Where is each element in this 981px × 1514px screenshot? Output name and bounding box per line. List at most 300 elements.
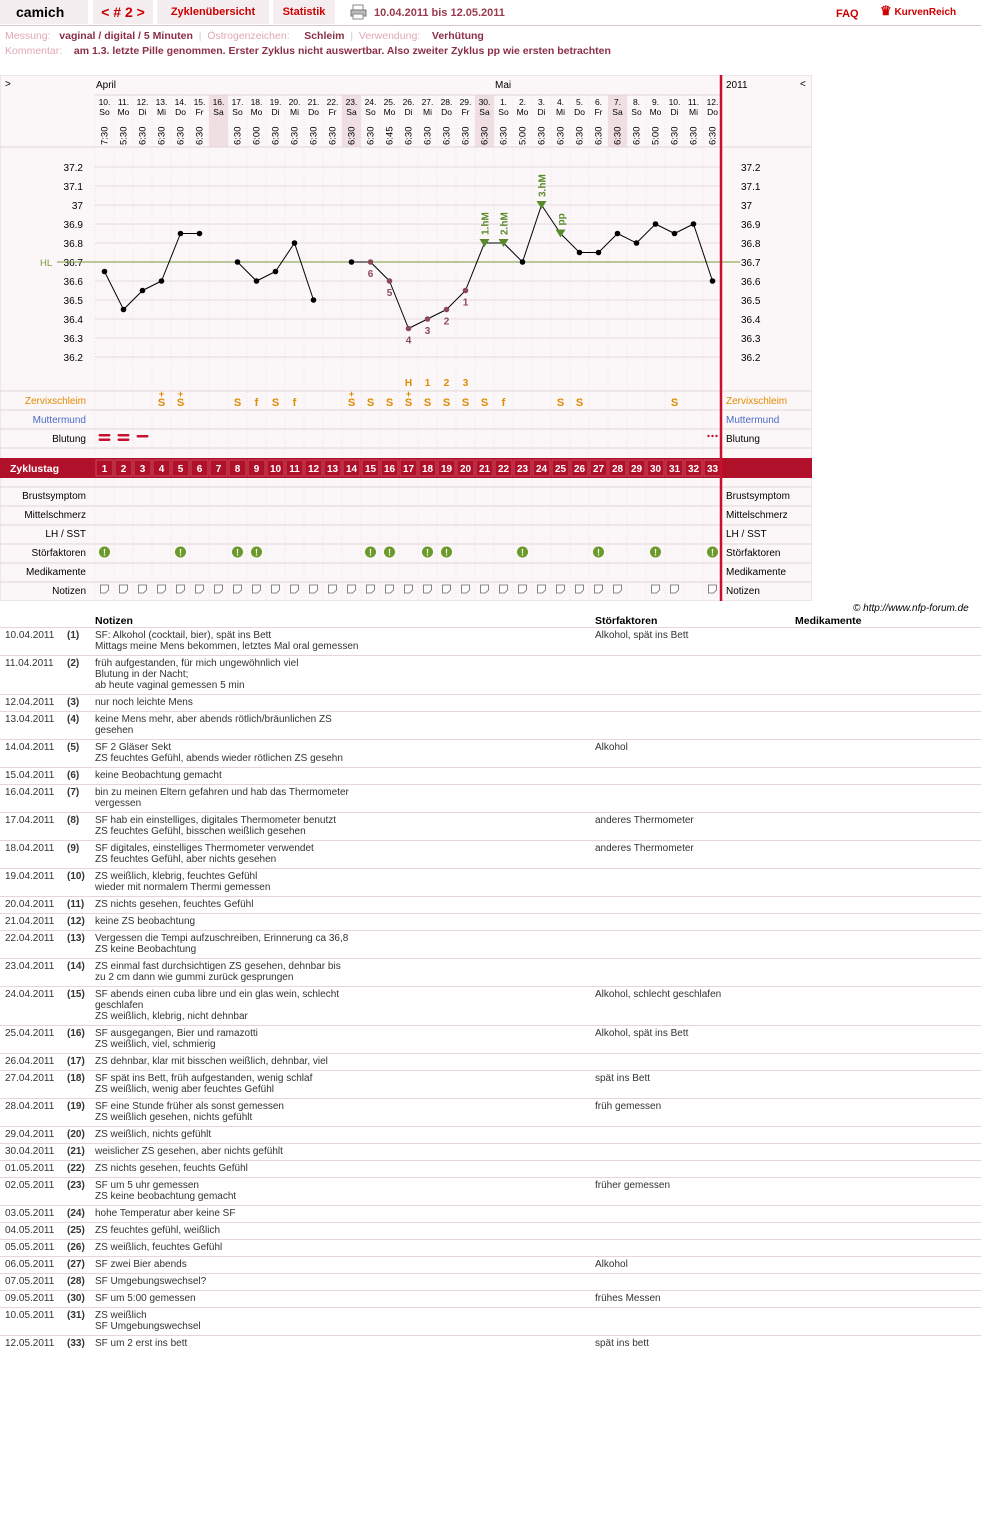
low-number-label: 3 [424, 326, 431, 337]
cervix-mark: S [347, 397, 356, 409]
note-text [95, 770, 575, 781]
note-cycle-day: (24) [67, 1208, 85, 1219]
note-date: 20.04.2011 [5, 899, 55, 910]
note-row [0, 896, 981, 914]
weekday-label: Fr [461, 107, 470, 117]
cervix-mark: S [442, 397, 451, 409]
note-row [0, 1070, 981, 1099]
time-label: 5:30 [118, 126, 130, 145]
note-date: 27.04.2011 [5, 1073, 55, 1084]
low-number-label: 2 [443, 316, 450, 328]
low-number-label: 4 [405, 335, 412, 347]
note-row [0, 1177, 981, 1206]
note-cycle-day: (14) [67, 961, 85, 972]
disturbance-icon-glyph: ! [521, 547, 524, 558]
disturbance-icon-glyph: ! [711, 547, 714, 558]
date-label: 8. [632, 97, 641, 107]
high-marker-label: 2.hM [499, 212, 511, 235]
cervix-mark: S [233, 397, 242, 409]
note-text-line: ZS einmal fast durchsichtigen ZS gesehen, dehnbar bis [95, 961, 341, 972]
lower-row-label: Notizen [52, 586, 86, 597]
bleeding-mark [118, 439, 130, 442]
y-tick-label-right: 36.5 [741, 296, 761, 307]
note-date: 26.04.2011 [5, 1056, 55, 1067]
cervix-mark: S [423, 397, 432, 409]
note-cycle-day: (31) [67, 1310, 85, 1321]
cycle-day-number: 4 [158, 464, 165, 475]
time-label: 6:30 [365, 126, 377, 145]
note-row [0, 930, 981, 959]
note-text-line: SF eine Stunde früher als sonst gemessen [95, 1101, 284, 1112]
note-row [0, 913, 981, 931]
date-label: 6. [594, 97, 603, 107]
date-label: 1. [499, 97, 508, 107]
time-label: 6:30 [574, 126, 586, 145]
time-label: 6:30 [346, 126, 358, 145]
note-stoerfaktoren: anderes Thermometer [595, 843, 694, 854]
date-label: 12. [706, 97, 719, 107]
note-row [0, 986, 981, 1026]
disturbance-icon-glyph: ! [654, 547, 657, 558]
lower-row-label-right: Medikamente [726, 567, 787, 578]
note-text-line: bin zu meinen Eltern gefahren und hab das Thermometer [95, 787, 349, 798]
note-text-line: SF ausgegangen, Bier und ramazotti [95, 1028, 258, 1039]
cycle-day-number: 13 [326, 464, 339, 475]
note-text [95, 742, 575, 764]
date-range: 10.04.2011 bis 12.05.2011 [374, 7, 505, 19]
high-marker-label: 1.hM [480, 212, 492, 235]
weekday-label: Di [670, 107, 679, 117]
bleeding-mark [99, 439, 111, 442]
note-text-line: ZS weißlich, klebrig, feuchtes Gefühl [95, 871, 258, 882]
cervix-plus-mark: + [348, 389, 355, 399]
note-date: 19.04.2011 [5, 871, 55, 882]
note-stoerfaktoren: Alkohol [595, 1259, 628, 1270]
note-cycle-day: (9) [67, 843, 80, 854]
time-label: 6:30 [441, 126, 453, 145]
note-stoerfaktoren: frühes Messen [595, 1293, 661, 1304]
note-text-line: SF Umgebungswechsel [95, 1321, 201, 1332]
date-label: 17. [231, 97, 244, 107]
note-stoerfaktoren: spät ins Bett [595, 1073, 651, 1084]
note-text-line: ZS weißlich [95, 1310, 147, 1321]
chart-right-arrow: < [800, 79, 806, 90]
cycle-day-number: 2 [120, 464, 127, 475]
date-label: 19. [269, 97, 282, 107]
time-label: 6:45 [384, 126, 396, 145]
cervix-mark: S [480, 397, 489, 409]
note-cycle-day: (21) [67, 1146, 85, 1157]
cycle-day-number: 31 [668, 464, 681, 475]
lower-row-label-right: Notizen [726, 586, 760, 597]
note-text-line: ZS weißlich, wenig aber feuchtes Gefühl [95, 1084, 274, 1095]
time-label: 6:30 [327, 126, 339, 145]
disturbance-icon-glyph: ! [597, 547, 600, 558]
note-stoerfaktoren: früh gemessen [595, 1101, 662, 1112]
time-label: 6:30 [422, 126, 434, 145]
note-date: 13.04.2011 [5, 714, 55, 725]
time-label: 6:30 [498, 126, 510, 145]
note-text-line: wieder mit normalem Thermi gemessen [95, 882, 271, 893]
note-row [0, 1239, 981, 1257]
note-row [0, 694, 981, 712]
note-row [0, 627, 981, 656]
y-tick-label: 36.5 [63, 296, 83, 307]
weekday-label: Sa [479, 107, 490, 117]
date-label: 23. [345, 97, 358, 107]
weekday-label: Mo [516, 107, 529, 117]
cycle-day-number: 27 [592, 464, 605, 475]
date-label: 28. [440, 97, 453, 107]
note-row [0, 767, 981, 785]
muttermund-row-label: Muttermund [32, 415, 86, 426]
note-text [95, 658, 575, 691]
note-text [95, 1293, 575, 1304]
y-tick-label-right: 36.6 [741, 277, 761, 288]
low-temp-point [463, 288, 469, 294]
time-label: 6:30 [688, 126, 700, 145]
cervix-mark: f [292, 397, 297, 409]
bleeding-mark [99, 434, 111, 437]
note-text-line: ZS nichts gesehen, feuchtes Gefühl [95, 899, 254, 910]
date-label: 29. [459, 97, 472, 107]
temp-point [140, 288, 146, 294]
note-text [95, 989, 575, 1022]
disturbance-icon-glyph: ! [236, 547, 239, 558]
weekday-label: So [498, 107, 509, 117]
time-label: 6:30 [707, 126, 719, 145]
y-tick-label: 36.6 [63, 277, 83, 288]
header-bar [0, 0, 981, 26]
note-row [0, 1126, 981, 1144]
note-date: 01.05.2011 [5, 1163, 55, 1174]
note-text-line: SF 2 Gläser Sekt [95, 742, 172, 753]
note-date: 10.05.2011 [5, 1310, 55, 1321]
y-tick-label: 36.3 [63, 334, 83, 345]
time-label: 7:30 [99, 126, 111, 145]
weekday-label: Mi [689, 107, 698, 117]
note-date: 03.05.2011 [5, 1208, 55, 1219]
weekday-label: Mi [423, 107, 432, 117]
note-text-line: Mittags meine Mens bekommen, letztes Mal oral gemessen [95, 641, 359, 652]
note-date: 23.04.2011 [5, 961, 55, 972]
temp-point [254, 278, 260, 284]
lower-row-label: Mittelschmerz [24, 510, 86, 521]
cervix-mark: S [575, 397, 584, 409]
temp-point [273, 269, 279, 275]
weekday-label: Mo [250, 107, 263, 117]
time-label: 6:30 [403, 126, 415, 145]
temp-point [102, 269, 108, 275]
note-date: 29.04.2011 [5, 1129, 55, 1140]
note-cycle-day: (16) [67, 1028, 85, 1039]
date-label: 9. [651, 97, 660, 107]
y-tick-label: 36.7 [63, 258, 83, 269]
disturbance-icon-glyph: ! [179, 547, 182, 558]
peak-label: 3 [462, 378, 469, 389]
weekday-label: Fr [195, 107, 204, 117]
date-label: 30. [478, 97, 491, 107]
temp-point [691, 221, 697, 227]
date-label: 25. [383, 97, 396, 107]
cervix-mark: f [501, 397, 506, 409]
note-text-line: ZS feuchtes Gefühl, aber nichts gesehen [95, 854, 277, 865]
note-stoerfaktoren: Alkohol, schlecht geschlafen [595, 989, 722, 1000]
spotting-mark [715, 435, 717, 437]
date-label: 27. [421, 97, 434, 107]
weekday-label: Mi [290, 107, 299, 117]
date-label: 3. [537, 97, 546, 107]
temp-point [349, 259, 355, 265]
cervix-mark: S [670, 397, 679, 409]
note-text [95, 871, 575, 893]
note-text-line: ZS feuchtes Gefühl, abends wieder rötlichen ZS gesehn [95, 753, 343, 764]
note-cycle-day: (7) [67, 787, 80, 798]
time-label: 6:30 [289, 126, 301, 145]
weekday-label: Do [707, 107, 718, 117]
cycle-day-number: 5 [177, 464, 184, 475]
note-text-line: SF abends einen cuba libre und ein glas wein, schlecht [95, 989, 340, 1000]
weekday-label: Fr [594, 107, 603, 117]
note-text-line: weislicher ZS gesehen, aber nichts gefühlt [95, 1146, 283, 1157]
zervix-row-label-right: Zervixschleim [726, 396, 788, 407]
note-cycle-day: (20) [67, 1129, 85, 1140]
note-text [95, 1028, 575, 1050]
cycle-day-number: 6 [196, 464, 203, 475]
high-marker-label: 3.hM [537, 174, 549, 197]
weekday-label: Di [404, 107, 413, 117]
note-text-line: SF hab ein einstelliges, digitales Thermometer benutzt [95, 815, 337, 826]
note-date: 21.04.2011 [5, 916, 55, 927]
low-number-label: 5 [386, 288, 393, 299]
cervix-mark: S [385, 397, 394, 409]
note-cycle-day: (18) [67, 1073, 85, 1084]
faq-link[interactable]: FAQ [836, 8, 859, 20]
weekday-label: Mo [117, 107, 130, 117]
note-date: 02.05.2011 [5, 1180, 55, 1191]
note-row [0, 711, 981, 740]
note-row [0, 1307, 981, 1336]
high-marker-label: pp [556, 213, 568, 226]
kurvenreich-logo[interactable] [880, 3, 956, 19]
date-label: 13. [155, 97, 168, 107]
disturbance-icon-glyph: ! [369, 547, 372, 558]
date-label: 26. [402, 97, 415, 107]
cycle-day-number: 24 [535, 464, 548, 475]
note-text [95, 1310, 575, 1332]
note-row [0, 1143, 981, 1161]
time-label: 6:30 [460, 126, 472, 145]
note-cycle-day: (25) [67, 1225, 85, 1236]
y-tick-label-right: 36.4 [741, 315, 761, 326]
note-text-line: ZS nichts gesehen, feuchts Gefühl [95, 1163, 248, 1174]
weekday-label: Di [537, 107, 546, 117]
note-row [0, 1098, 981, 1127]
spotting-mark [711, 435, 713, 437]
note-text [95, 843, 575, 865]
note-date: 14.04.2011 [5, 742, 55, 753]
low-temp-point [406, 326, 412, 332]
tab-overview[interactable]: Zyklenübersicht [157, 0, 269, 24]
cervix-plus-mark: + [177, 389, 184, 399]
note-text [95, 1208, 575, 1219]
disturbance-icon-glyph: ! [103, 547, 106, 558]
note-cycle-day: (27) [67, 1259, 85, 1270]
note-text [95, 714, 575, 736]
spotting-mark [707, 435, 709, 437]
note-text-line: ZS keine Beobachtung [95, 944, 197, 955]
cycle-day-number: 1 [101, 464, 108, 475]
tab-statistics[interactable]: Statistik [273, 0, 335, 24]
temp-point [311, 297, 317, 303]
temp-point [634, 240, 640, 246]
time-label: 6:30 [137, 126, 149, 145]
note-cycle-day: (10) [67, 871, 85, 882]
date-label: 21. [307, 97, 320, 107]
weekday-label: Di [138, 107, 147, 117]
time-label: 6:30 [612, 126, 624, 145]
cycle-day-number: 18 [421, 464, 434, 475]
cycle-day-number: 10 [269, 464, 282, 475]
note-text-line: geschlafen [95, 1000, 144, 1011]
date-label: 18. [250, 97, 263, 107]
lower-row-label-right: Mittelschmerz [726, 510, 788, 521]
temp-point [178, 231, 184, 237]
date-label: 16. [212, 97, 225, 107]
time-label: 6:30 [156, 126, 168, 145]
col-stoer-header: Störfaktoren [595, 615, 658, 627]
note-text [95, 916, 575, 927]
y-tick-label-right: 36.8 [741, 239, 761, 250]
date-label: 11. [687, 97, 700, 107]
cervix-mark: f [254, 397, 259, 409]
note-text [95, 1338, 575, 1349]
cycle-day-number: 14 [345, 464, 358, 475]
note-row [0, 1160, 981, 1178]
weekday-label: Di [271, 107, 280, 117]
low-temp-point [425, 316, 431, 322]
temp-point [710, 278, 716, 284]
cervix-mark: S [461, 397, 470, 409]
lower-row-label: LH / SST [45, 529, 86, 540]
note-date: 25.04.2011 [5, 1028, 55, 1039]
note-stoerfaktoren: früher gemessen [595, 1180, 671, 1191]
bleeding-mark [137, 435, 149, 438]
temp-point [520, 259, 526, 265]
note-text [95, 1276, 575, 1287]
note-text-line: früh aufgestanden, für mich ungewöhnlich viel [95, 658, 299, 669]
note-text-line: SF um 5 uhr gemessen [95, 1180, 199, 1191]
note-row [0, 1335, 981, 1353]
note-text-line: SF um 5:00 gemessen [95, 1293, 196, 1304]
note-date: 09.05.2011 [5, 1293, 55, 1304]
time-label: 6:30 [175, 126, 187, 145]
cycle-day-number: 7 [215, 464, 222, 475]
logo-text: KurvenReich [894, 7, 957, 18]
note-text-line: nur noch leichte Mens [95, 697, 193, 708]
note-text-line: Vergessen die Tempi aufzuschreiben, Erinnerung ca 36,8 [95, 933, 349, 944]
date-label: 24. [364, 97, 377, 107]
date-label: 10. [668, 97, 681, 107]
peak-label: 2 [443, 378, 450, 389]
cervix-mark: S [176, 397, 185, 409]
time-label: 6:30 [232, 126, 244, 145]
note-text [95, 630, 575, 652]
y-tick-label-right: 36.7 [741, 258, 761, 269]
cycle-nav[interactable]: < # 2 > [93, 0, 153, 24]
muttermund-row-label-right: Muttermund [726, 415, 780, 426]
note-row [0, 739, 981, 768]
user-name: camich [0, 0, 88, 24]
note-cycle-day: (3) [67, 697, 80, 708]
weekday-label: Sa [612, 107, 623, 117]
cycle-day-number: 11 [289, 464, 300, 475]
disturbance-icon-glyph: ! [445, 547, 448, 558]
meta-line-2: Kommentar: am 1.3. letzte Pille genommen. Erster Zyklus nicht auswertbar. Also zweiter Zyklus pp wie ersten betrachten [5, 45, 611, 57]
note-text-line: gesehen [95, 725, 134, 736]
time-label: 5:00 [650, 126, 662, 145]
temp-point [159, 278, 165, 284]
note-text-line: ZS weißlich gesehen, nichts gefühlt [95, 1112, 253, 1123]
lower-row-label-right: LH / SST [726, 529, 767, 540]
note-text-line: ZS weißlich, feuchtes Gefühl [95, 1242, 223, 1253]
note-cycle-day: (26) [67, 1242, 85, 1253]
note-date: 11.04.2011 [5, 658, 54, 669]
date-label: 12. [136, 97, 149, 107]
lower-row-label: Störfaktoren [31, 548, 86, 559]
time-label: 6:30 [593, 126, 605, 145]
time-label: 6:30 [631, 126, 643, 145]
y-tick-label-right: 36.9 [741, 220, 761, 231]
cycle-day-number: 9 [253, 464, 260, 475]
note-cycle-day: (5) [67, 742, 80, 753]
date-label: 10. [98, 97, 111, 107]
note-text-line: ZS feuchtes Gefühl, bisschen weißlich gesehen [95, 826, 306, 837]
note-text [95, 1146, 575, 1157]
note-text-line: Blutung in der Nacht; [95, 669, 189, 680]
note-text-line: ZS keine beobachtung gemacht [95, 1191, 237, 1202]
note-text [95, 1163, 575, 1174]
low-temp-point [444, 307, 450, 313]
month-label: April [96, 80, 117, 91]
note-text-line: SF spät ins Bett, früh aufgestanden, wenig schlaf [95, 1073, 313, 1084]
hl-label: HL [40, 258, 53, 269]
note-text-line: SF zwei Bier abends [95, 1259, 187, 1270]
note-text [95, 899, 575, 910]
note-cycle-day: (6) [67, 770, 80, 781]
cycle-day-number: 28 [611, 464, 624, 475]
cervix-plus-mark: + [158, 389, 165, 399]
cycle-day-number: 3 [139, 464, 146, 475]
cycle-day-number: 23 [516, 464, 529, 475]
note-cycle-day: (12) [67, 916, 85, 927]
lower-row-label: Brustsymptom [22, 491, 86, 502]
cycle-day-number: 16 [383, 464, 396, 475]
weekday-label: Mi [157, 107, 166, 117]
low-number-label: 1 [462, 297, 469, 309]
note-row [0, 1290, 981, 1308]
note-cycle-day: (28) [67, 1276, 85, 1287]
note-text-line: SF Umgebungswechsel? [95, 1276, 207, 1287]
note-row [0, 1025, 981, 1054]
cycle-day-number: 19 [440, 464, 453, 475]
blutung-row-label: Blutung [52, 434, 86, 445]
note-text [95, 787, 575, 809]
weekday-label: Fr [328, 107, 337, 117]
y-tick-label-right: 37 [741, 201, 753, 212]
printer-icon[interactable] [350, 4, 367, 20]
weekday-label: So [365, 107, 376, 117]
